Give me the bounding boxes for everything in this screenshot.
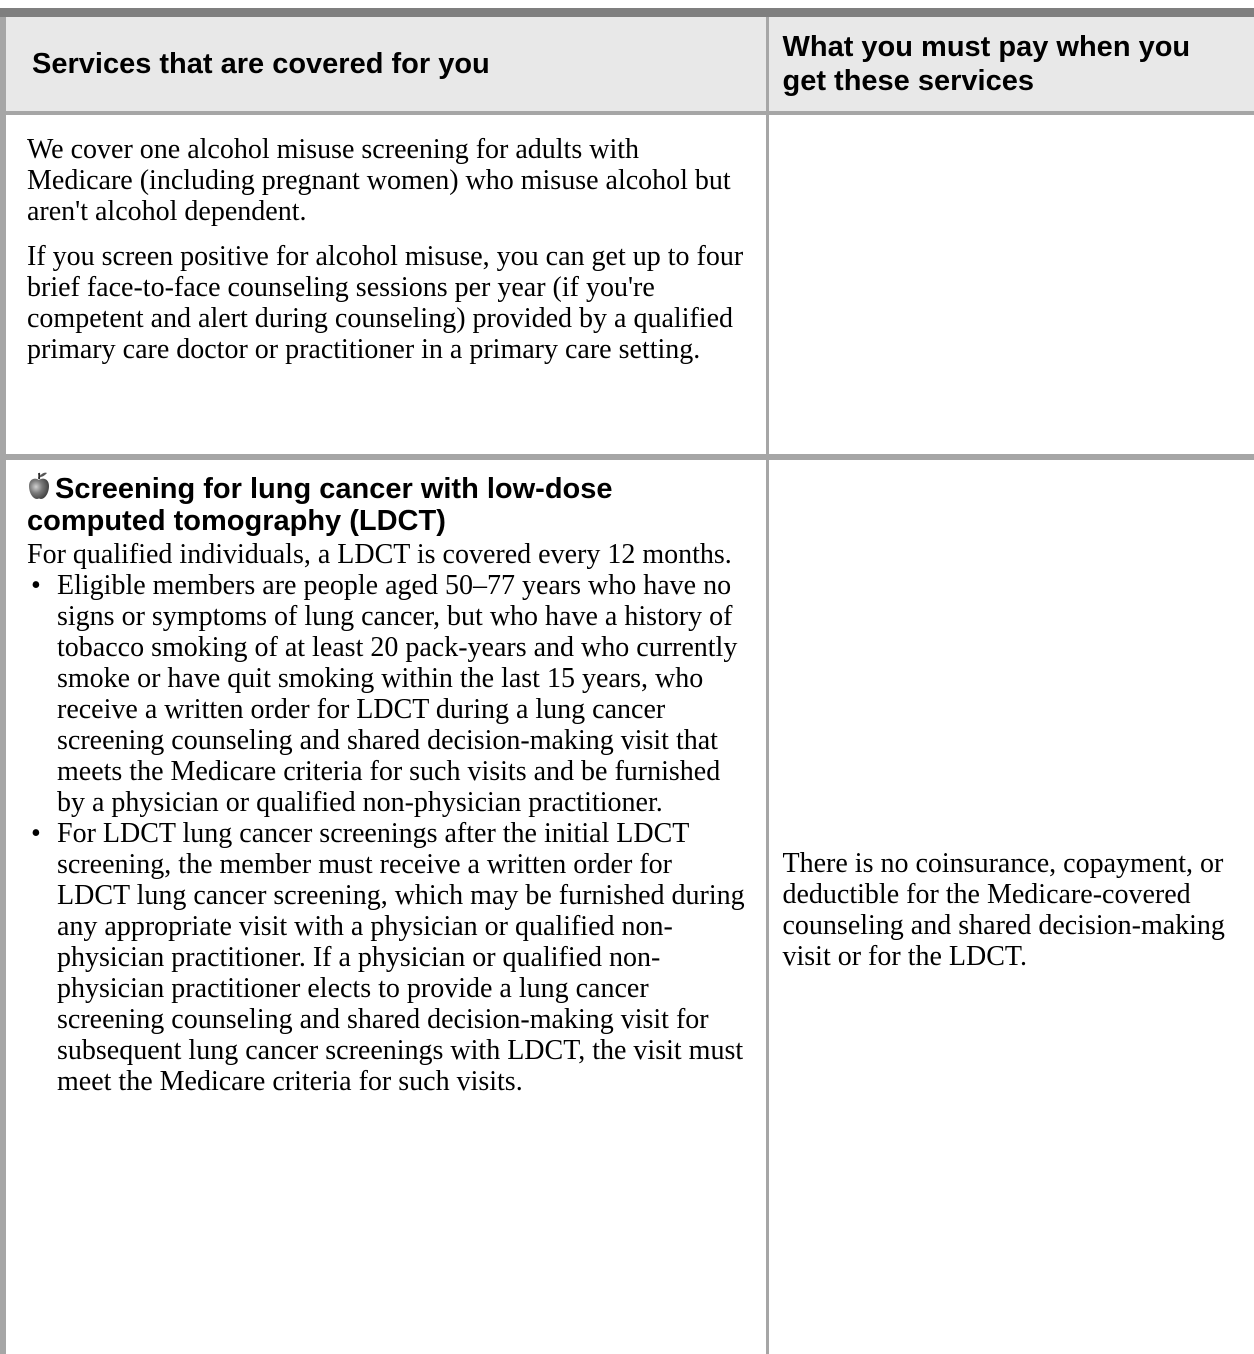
bullet-text-eligibility: Eligible members are people aged 50–77 years who have no signs or symptoms of lung cancer, but who have a history of tobacco smoking of at least 20 pack-years and who currently smoke or have quit smoking within the last 15 years, who receive a written order for LDCT during a lung cancer screening counseling and shared decision-making visit that meets the Medicare criteria for such visits and be furnished by a physician or qualified non-physician practitioner.: [57, 570, 738, 818]
header-services: [3, 17, 767, 113]
table-row: [3, 113, 1254, 457]
header-payment-line1: What you must pay when you: [782, 31, 1191, 63]
table-header-row: [3, 17, 1254, 113]
header-payment: [767, 17, 1254, 113]
list-item: [27, 570, 752, 818]
lung-cancer-title-line1: Screening for lung cancer with low-dose: [55, 473, 613, 505]
payment-cell-lung-cancer: [767, 457, 1254, 1354]
top-rule: [0, 8, 1254, 17]
benefits-table: [0, 17, 1254, 1354]
lung-cancer-title-line2: computed tomography (LDCT): [27, 505, 446, 537]
list-item: [27, 818, 752, 1097]
service-cell-alcohol: [3, 113, 767, 457]
header-services-label: Services that are covered for you: [32, 48, 490, 80]
header-payment-line2: get these services: [782, 65, 1034, 97]
bullet-dot: •: [31, 818, 41, 849]
bullet-dot: •: [31, 570, 41, 601]
lung-cancer-payment: There is no coinsurance, copayment, or deductible for the Medicare-covered counseling and shared decision-making visit or for the LDCT.: [782, 848, 1225, 972]
alcohol-paragraph-2: If you screen positive for alcohol misuse, you can get up to four brief face-to-face counseling sessions per year (if you're competent and alert during counseling) provided by a qualified primary care doctor or practitioner in a primary care setting.: [27, 241, 744, 365]
alcohol-paragraph-1: We cover one alcohol misuse screening for adults with Medicare (including pregnant women) who misuse alcohol but aren't alcohol dependent.: [27, 134, 731, 227]
lung-cancer-section-title: [27, 470, 752, 537]
lung-cancer-intro: For qualified individuals, a LDCT is covered every 12 months.: [27, 539, 732, 570]
table-row: [3, 457, 1254, 1354]
service-cell-lung-cancer: [3, 457, 767, 1354]
payment-cell-alcohol: [767, 113, 1254, 457]
lung-cancer-bullet-list: [27, 570, 752, 1097]
apple-icon: [27, 470, 51, 500]
bullet-text-subsequent: For LDCT lung cancer screenings after the initial LDCT screening, the member must receive a written order for LDCT lung cancer screening, which may be furnished during any appropriate visit with a physician or qualified non-physician practitioner. If a physician or qualified non-physician practitioner elects to provide a lung cancer screening counseling and shared decision-making visit for subsequent lung cancer screenings with LDCT, the visit must meet the Medicare criteria for such visits.: [57, 818, 745, 1097]
